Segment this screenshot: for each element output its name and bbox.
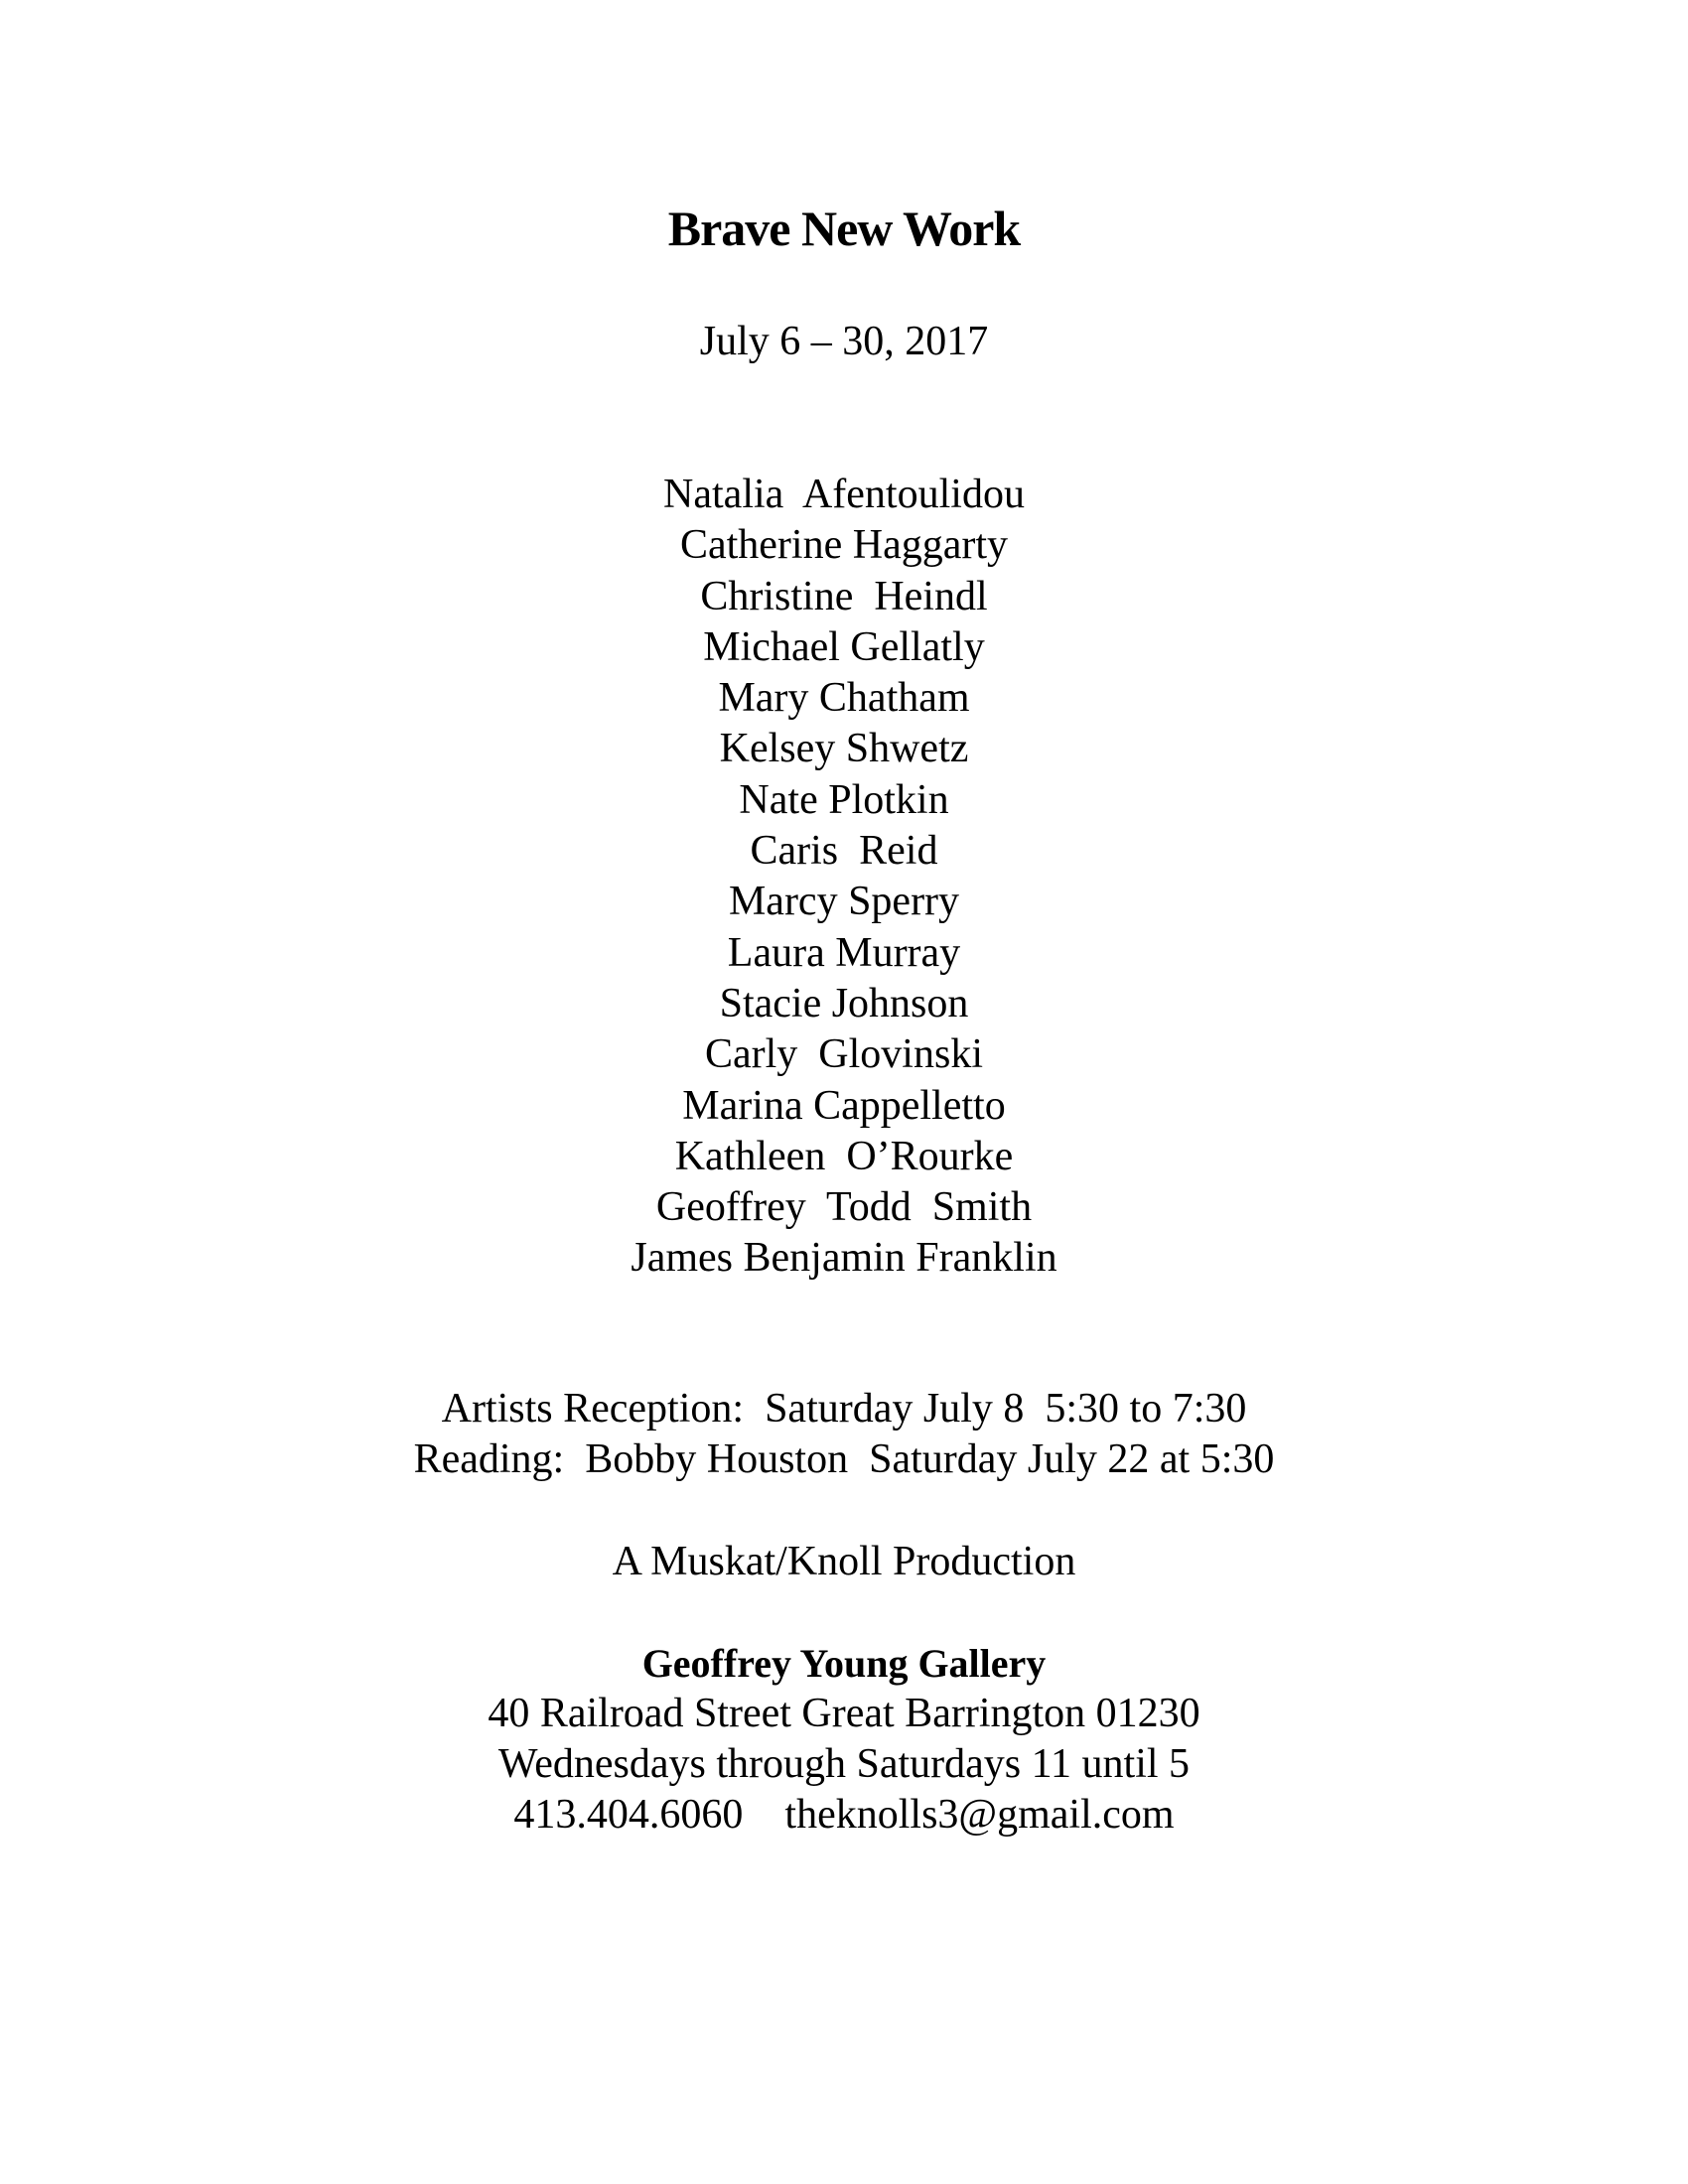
gallery-hours: Wednesdays through Saturdays 11 until 5 — [497, 1741, 1191, 1787]
artist-name: Geoffrey Todd Smith — [655, 1184, 1033, 1231]
reading-event: Reading: Bobby Houston Saturday July 22 at 5:30 — [413, 1436, 1275, 1482]
artist-name: Laura Murray — [727, 929, 961, 976]
exhibition-title: Brave New Work — [667, 201, 1021, 256]
gallery-info — [0, 1638, 1688, 1841]
artist-name: Mary Chatham — [718, 675, 970, 722]
artist-name: Marina Cappelletto — [682, 1082, 1006, 1129]
artist-name: Natalia Afentoulidou — [663, 472, 1025, 517]
artist-name: Michael Gellatly — [703, 623, 985, 670]
artist-name: Kathleen O’Rourke — [674, 1133, 1014, 1179]
artist-list — [0, 470, 1688, 1285]
gallery-name: Geoffrey Young Gallery — [641, 1641, 1047, 1686]
gallery-contact: 413.404.6060 theknolls3@gmail.com — [513, 1792, 1175, 1838]
gallery-address: 40 Railroad Street Great Barrington 01230 — [488, 1691, 1200, 1736]
artist-name: James Benjamin Franklin — [631, 1235, 1057, 1282]
artists-reception: Artists Reception: Saturday July 8 5:30 to 7:30 — [441, 1386, 1247, 1432]
artist-name: Christine Heindl — [700, 573, 988, 619]
events-section — [0, 1384, 1688, 1485]
exhibition-dates: July 6 – 30, 2017 — [699, 319, 989, 364]
artist-name: Carly Glovinski — [705, 1031, 983, 1078]
artist-name: Catherine Haggarty — [679, 522, 1009, 569]
artist-name: Caris Reid — [750, 828, 938, 875]
artist-name: Nate Plotkin — [739, 776, 949, 823]
artist-name: Kelsey Shwetz — [719, 726, 969, 772]
artist-name: Marcy Sperry — [728, 879, 960, 925]
artist-name: Stacie Johnson — [719, 980, 969, 1026]
production-credit: A Muskat/Knoll Production — [612, 1539, 1076, 1584]
